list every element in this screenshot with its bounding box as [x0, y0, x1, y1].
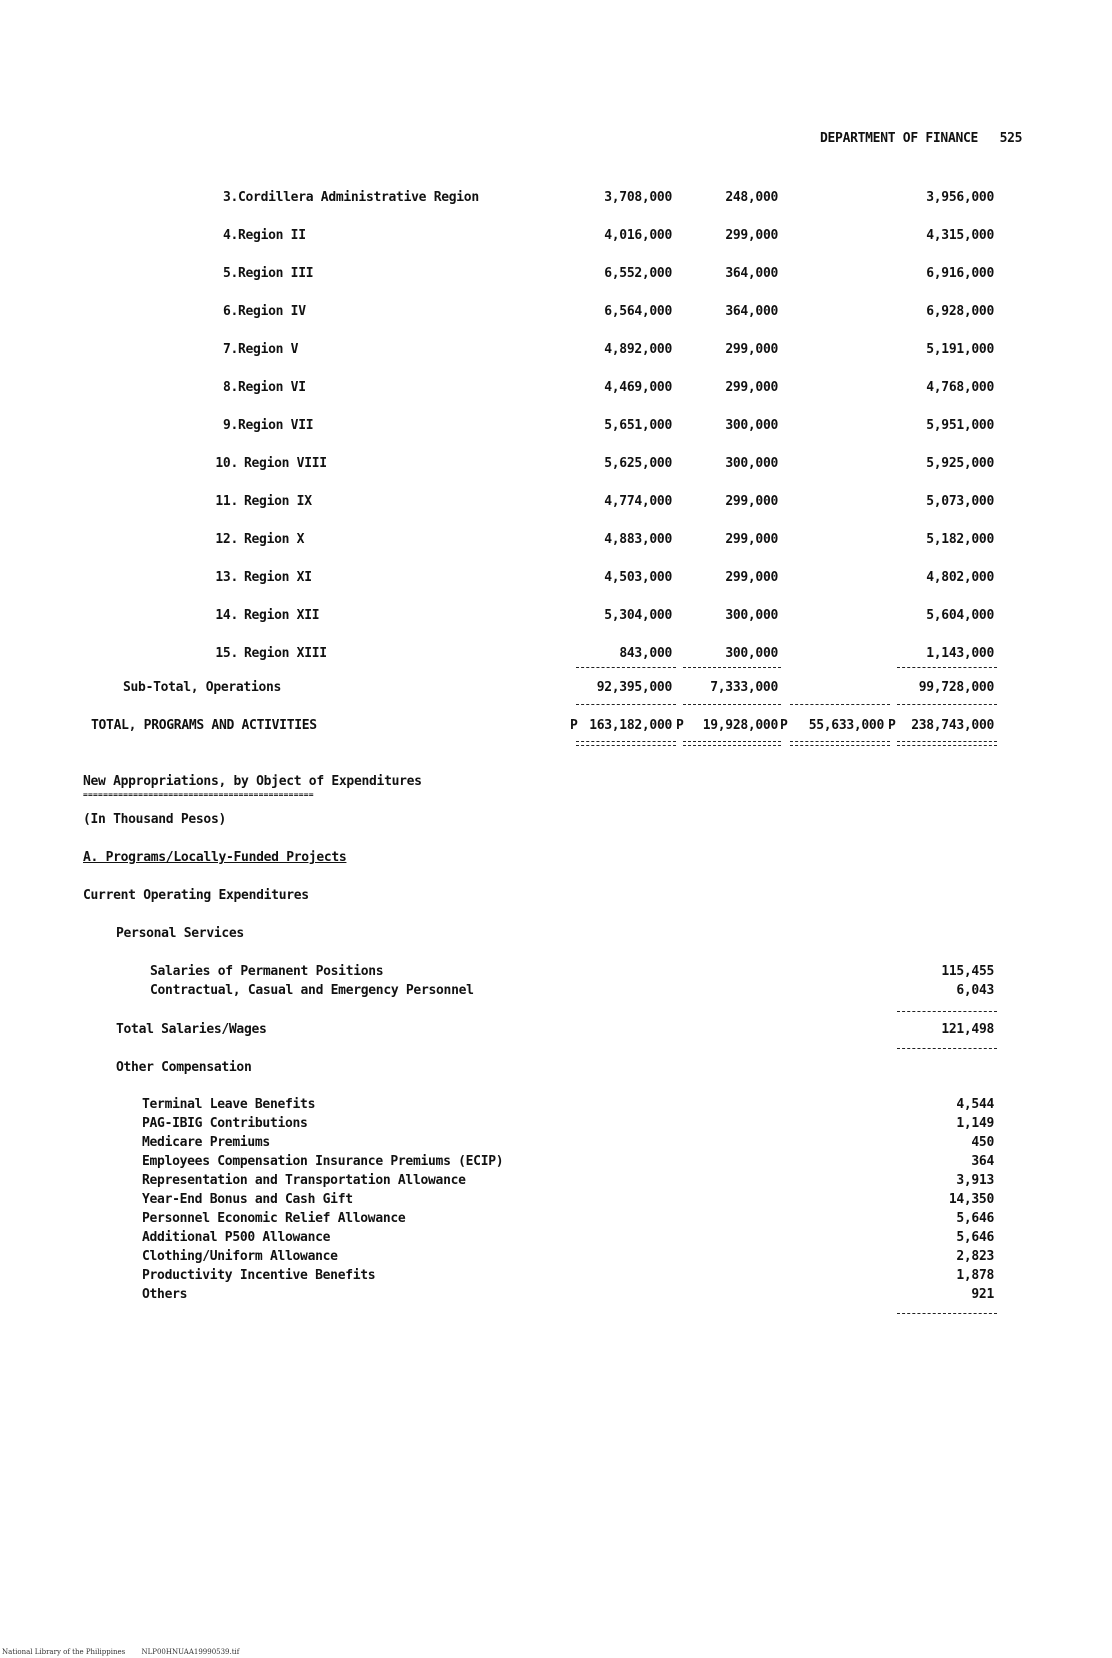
current-operating-heading: Current Operating Expenditures: [83, 888, 309, 903]
other-compensation-item-label: Clothing/Uniform Allowance: [142, 1249, 338, 1264]
other-compensation-item-value: 2,823: [956, 1249, 994, 1264]
region-col2-value: 300,000: [725, 646, 778, 661]
other-compensation-item-value: 1,878: [956, 1268, 994, 1283]
page-number: 525: [999, 131, 1023, 146]
salary-item-label: Salaries of Permanent Positions: [150, 964, 384, 979]
double-rule-col3: [790, 741, 890, 746]
rule-col2: [683, 667, 781, 668]
double-rule-total: [897, 741, 997, 746]
grand-total-c3: 55,633,000: [808, 718, 884, 733]
grand-total-value: 238,743,000: [911, 718, 994, 733]
section-title-underline: ==============================================: [83, 790, 314, 799]
region-number: 14.: [215, 608, 238, 623]
region-number: 7.: [222, 342, 238, 357]
peso-sign-2: P: [676, 718, 684, 733]
other-compensation-item-label: Terminal Leave Benefits: [142, 1097, 316, 1112]
other-compensation-item-value: 3,913: [956, 1173, 994, 1188]
other-compensation-item-value: 5,646: [956, 1230, 994, 1245]
region-col2-value: 300,000: [725, 456, 778, 471]
region-col1-value: 6,564,000: [604, 304, 672, 319]
region-name: Region XIII: [244, 646, 327, 661]
footer-file: NLP00HNUAA19990539.tif: [141, 1648, 240, 1656]
other-compensation-item-value: 450: [971, 1135, 994, 1150]
rule-total-salaries: [897, 1048, 997, 1049]
other-compensation-item-label: Others: [142, 1287, 188, 1302]
other-compensation-item-value: 4,544: [956, 1097, 994, 1112]
running-header: [820, 131, 1022, 146]
rule-salaries: [897, 1011, 997, 1012]
other-compensation-item-value: 1,149: [956, 1116, 994, 1131]
rule-sub-col2: [683, 704, 781, 705]
rule-total: [897, 667, 997, 668]
region-number: 9.: [222, 418, 238, 433]
region-name: Region VII: [238, 418, 314, 433]
region-col1-value: 4,503,000: [604, 570, 672, 585]
region-col1-value: 4,469,000: [604, 380, 672, 395]
region-col1-value: 3,708,000: [604, 190, 672, 205]
region-name: Region III: [238, 266, 314, 281]
region-col2-value: 299,000: [725, 532, 778, 547]
region-col2-value: 300,000: [725, 418, 778, 433]
region-name: Region II: [238, 228, 306, 243]
subtotal-label: Sub-Total, Operations: [123, 680, 282, 695]
other-compensation-item-value: 364: [971, 1154, 994, 1169]
region-number: 5.: [222, 266, 238, 281]
region-number: 4.: [222, 228, 238, 243]
region-name: Cordillera Administrative Region: [238, 190, 479, 205]
region-name: Region IX: [244, 494, 312, 509]
other-compensation-item-label: Representation and Transportation Allowance: [142, 1173, 466, 1188]
region-name: Region X: [244, 532, 305, 547]
region-total-value: 4,315,000: [926, 228, 994, 243]
footer-library: National Library of the Philippines: [2, 1648, 126, 1656]
region-col1-value: 4,883,000: [604, 532, 672, 547]
region-col1-value: 843,000: [619, 646, 672, 661]
region-col2-value: 299,000: [725, 570, 778, 585]
region-col1-value: 4,774,000: [604, 494, 672, 509]
other-compensation-heading: Other Compensation: [116, 1060, 252, 1075]
other-compensation-item-value: 14,350: [948, 1192, 994, 1207]
rule-sub-total: [897, 704, 997, 705]
total-salaries-label: Total Salaries/Wages: [116, 1022, 267, 1037]
region-total-value: 5,604,000: [926, 608, 994, 623]
region-number: 10.: [215, 456, 238, 471]
region-col2-value: 299,000: [725, 228, 778, 243]
double-rule-col2: [683, 741, 781, 746]
region-col1-value: 5,651,000: [604, 418, 672, 433]
region-col1-value: 5,625,000: [604, 456, 672, 471]
region-number: 8.: [222, 380, 238, 395]
region-number: 12.: [215, 532, 238, 547]
region-total-value: 5,182,000: [926, 532, 994, 547]
region-number: 13.: [215, 570, 238, 585]
salary-item-value: 115,455: [941, 964, 994, 979]
region-total-value: 5,925,000: [926, 456, 994, 471]
subtotal-c2: 7,333,000: [710, 680, 778, 695]
grand-total-c1: 163,182,000: [589, 718, 672, 733]
region-col2-value: 299,000: [725, 380, 778, 395]
other-compensation-item-label: Year-End Bonus and Cash Gift: [142, 1192, 353, 1207]
region-col1-value: 5,304,000: [604, 608, 672, 623]
region-total-value: 5,951,000: [926, 418, 994, 433]
subtotal-total: 99,728,000: [918, 680, 994, 695]
section-a-heading: A. Programs/Locally-Funded Projects: [83, 850, 347, 865]
rule-sub-col3: [790, 704, 890, 705]
other-compensation-item-label: Employees Compensation Insurance Premiums (ECIP): [142, 1154, 504, 1169]
other-compensation-item-value: 5,646: [956, 1211, 994, 1226]
other-compensation-item-label: Personnel Economic Relief Allowance: [142, 1211, 406, 1226]
other-compensation-item-label: Additional P500 Allowance: [142, 1230, 331, 1245]
rule-col1: [576, 667, 676, 668]
grand-total-label: TOTAL, PROGRAMS AND ACTIVITIES: [91, 718, 317, 733]
double-rule-col1: [576, 741, 676, 746]
section-title: New Appropriations, by Object of Expenditures: [83, 774, 422, 789]
region-name: Region VIII: [244, 456, 327, 471]
region-col2-value: 299,000: [725, 342, 778, 357]
department-name: DEPARTMENT OF FINANCE: [820, 131, 979, 146]
region-col1-value: 4,016,000: [604, 228, 672, 243]
region-col2-value: 300,000: [725, 608, 778, 623]
region-col2-value: 299,000: [725, 494, 778, 509]
salary-item-value: 6,043: [956, 983, 994, 998]
region-number: 15.: [215, 646, 238, 661]
total-salaries-value: 121,498: [941, 1022, 994, 1037]
footer: [2, 1648, 239, 1656]
region-col2-value: 364,000: [725, 266, 778, 281]
other-compensation-item-label: Productivity Incentive Benefits: [142, 1268, 376, 1283]
region-total-value: 5,073,000: [926, 494, 994, 509]
peso-sign-4: P: [888, 718, 896, 733]
peso-sign-1: P: [570, 718, 578, 733]
region-col2-value: 248,000: [725, 190, 778, 205]
other-compensation-item-value: 921: [971, 1287, 994, 1302]
region-name: Region XII: [244, 608, 320, 623]
rule-other-compensation: [897, 1313, 997, 1314]
other-compensation-item-label: Medicare Premiums: [142, 1135, 270, 1150]
other-compensation-item-label: PAG-IBIG Contributions: [142, 1116, 308, 1131]
personal-services-heading: Personal Services: [116, 926, 244, 941]
unit-note: (In Thousand Pesos): [83, 812, 227, 827]
region-total-value: 3,956,000: [926, 190, 994, 205]
region-name: Region XI: [244, 570, 312, 585]
region-total-value: 6,928,000: [926, 304, 994, 319]
region-total-value: 6,916,000: [926, 266, 994, 281]
rule-sub-col1: [576, 704, 676, 705]
region-col2-value: 364,000: [725, 304, 778, 319]
region-total-value: 5,191,000: [926, 342, 994, 357]
region-total-value: 4,802,000: [926, 570, 994, 585]
region-col1-value: 6,552,000: [604, 266, 672, 281]
region-col1-value: 4,892,000: [604, 342, 672, 357]
subtotal-c1: 92,395,000: [596, 680, 672, 695]
region-total-value: 1,143,000: [926, 646, 994, 661]
salary-item-label: Contractual, Casual and Emergency Personnel: [150, 983, 474, 998]
region-name: Region V: [238, 342, 299, 357]
region-name: Region VI: [238, 380, 306, 395]
region-name: Region IV: [238, 304, 306, 319]
region-total-value: 4,768,000: [926, 380, 994, 395]
region-number: 11.: [215, 494, 238, 509]
peso-sign-3: P: [780, 718, 788, 733]
region-number: 6.: [222, 304, 238, 319]
grand-total-c2: 19,928,000: [702, 718, 778, 733]
region-number: 3.: [222, 190, 238, 205]
